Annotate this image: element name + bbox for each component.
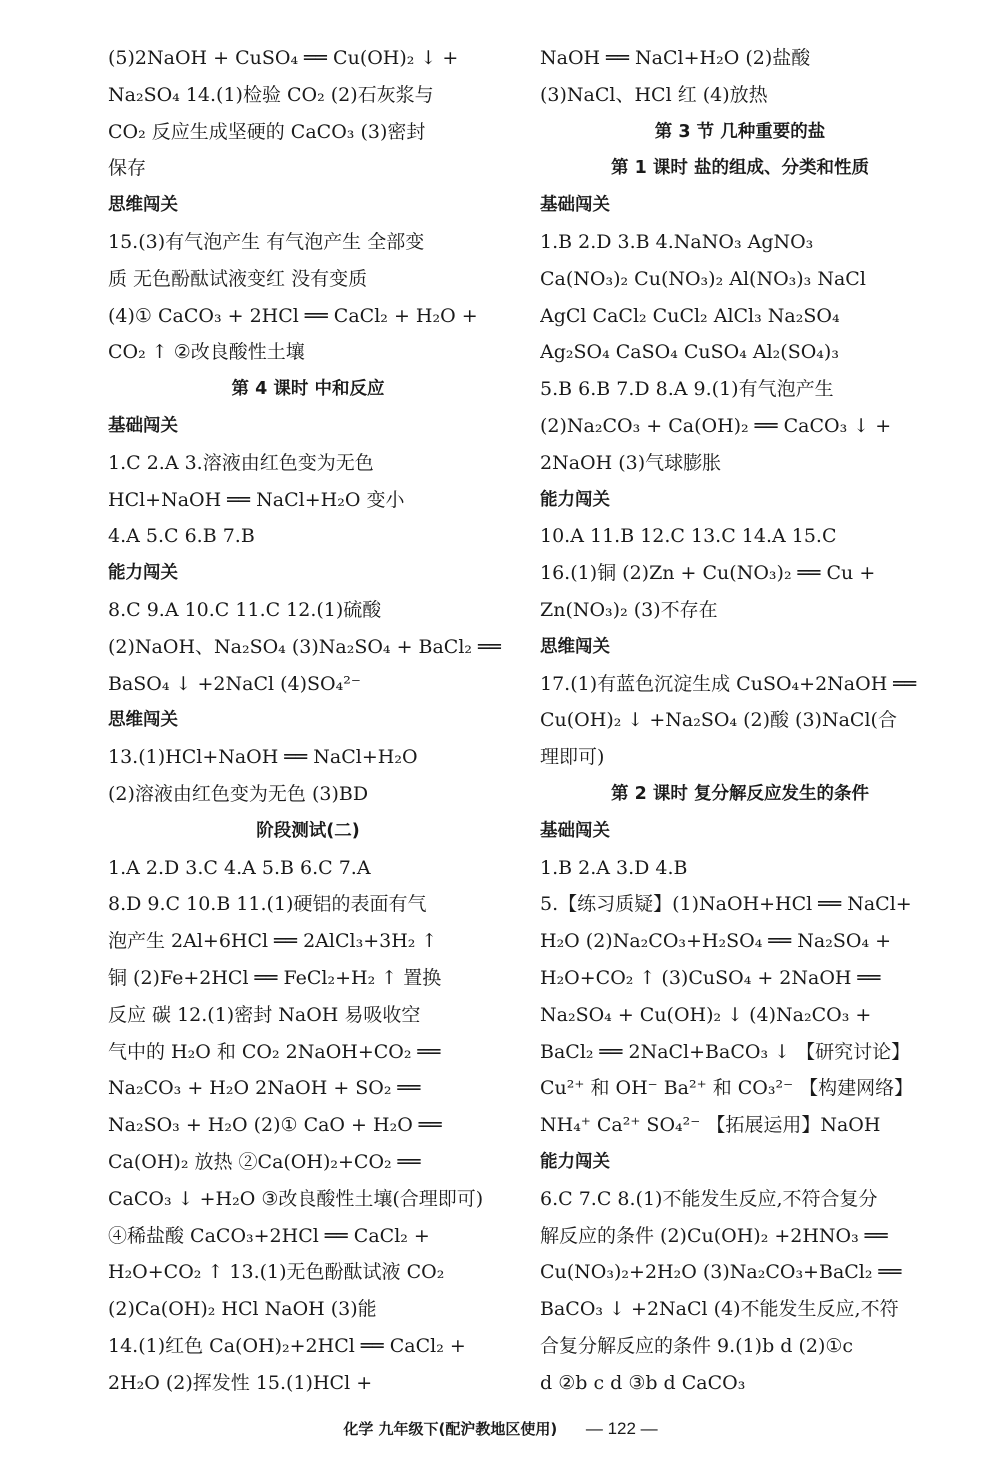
answer-line: 6.C 7.C 8.(1)不能发生反应,不符合复分 [540,1187,878,1210]
answer-line: HCl+NaOH ══ NaCl+H₂O 变小 [108,488,405,511]
answer-line: Ca(NO₃)₂ Cu(NO₃)₂ Al(NO₃)₃ NaCl [540,267,866,290]
section-heading: 基础闯关 [540,820,610,841]
answer-line: Ag₂SO₄ CaSO₄ CuSO₄ Al₂(SO₄)₃ [540,341,839,364]
answer-line: NH₄⁺ Ca²⁺ SO₄²⁻ 【拓展运用】NaOH [540,1114,881,1137]
answer-line: 4.A 5.C 6.B 7.B [108,525,255,548]
answer-line: CO₂ 反应生成坚硬的 CaCO₃ (3)密封 [108,120,426,143]
answer-line: 15.(3)有气泡产生 有气泡产生 全部变 [108,230,425,253]
answer-line: (2)NaOH、Na₂SO₄ (3)Na₂SO₄ + BaCl₂ ══ [108,635,501,658]
answer-line: 保存 [108,157,147,180]
answer-line: 14.(1)红色 Ca(OH)₂+2HCl ══ CaCl₂ + [108,1334,466,1357]
answer-line: 5.【练习质疑】(1)NaOH+HCl ══ NaCl+ [540,893,912,916]
answer-line: 泡产生 2Al+6HCl ══ 2AlCl₃+3H₂ ↑ [108,930,438,953]
answer-line: H₂O (2)Na₂CO₃+H₂SO₄ ══ Na₂SO₄ + [540,930,892,953]
answer-line: 2NaOH (3)气球膨胀 [540,451,722,474]
section-heading: 基础闯关 [108,415,178,436]
answer-line: NaOH ══ NaCl+H₂O (2)盐酸 [540,47,811,69]
answer-line: 8.D 9.C 10.B 11.(1)硬铝的表面有气 [108,893,427,916]
answer-line: 5.B 6.B 7.D 8.A 9.(1)有气泡产生 [540,378,834,401]
answer-line: Cu(OH)₂ ↓ +Na₂SO₄ (2)酸 (3)NaCl(合 [540,709,897,732]
answer-line: Zn(NO₃)₂ (3)不存在 [540,598,718,621]
answer-line: 铜 (2)Fe+2HCl ══ FeCl₂+H₂ ↑ 置换 [108,966,442,989]
answer-line: AgCl CaCl₂ CuCl₂ AlCl₃ Na₂SO₄ [540,304,840,327]
answer-line: Na₂SO₄ + Cu(OH)₂ ↓ (4)Na₂CO₃ + [540,1003,872,1026]
answer-line: Cu(NO₃)₂+2H₂O (3)Na₂CO₃+BaCl₂ ══ [540,1261,902,1284]
answer-line: d ②b c d ③b d CaCO₃ [540,1371,746,1394]
right-column [540,40,940,1401]
answer-line: BaCl₂ ══ 2NaCl+BaCO₃ ↓ 【研究讨论】 [540,1040,911,1063]
answer-line: CaCO₃ ↓ +H₂O ③改良酸性土壤(合理即可) [108,1187,484,1210]
section-heading: 思维闯关 [108,195,178,216]
answer-line: Cu²⁺ 和 OH⁻ Ba²⁺ 和 CO₃²⁻ 【构建网络】 [540,1077,914,1100]
section-title: 第 4 课时 中和反应 [231,379,385,400]
answer-line: 10.A 11.B 12.C 13.C 14.A 15.C [540,525,837,548]
answer-line: Ca(OH)₂ 放热 ②Ca(OH)₂+CO₂ ══ [108,1150,421,1173]
answer-line: BaSO₄ ↓ +2NaCl (4)SO₄²⁻ [108,672,361,695]
answer-line: Na₂SO₃ + H₂O (2)① CaO + H₂O ══ [108,1114,442,1137]
section-title: 第 2 课时 复分解反应发生的条件 [611,783,869,804]
answer-line: 8.C 9.A 10.C 11.C 12.(1)硫酸 [108,598,382,621]
answer-line: 解反应的条件 (2)Cu(OH)₂ +2HNO₃ ══ [540,1224,888,1247]
answer-line: Na₂CO₃ + H₂O 2NaOH + SO₂ ══ [108,1077,421,1100]
answer-line: Na₂SO₄ 14.(1)检验 CO₂ (2)石灰浆与 [108,83,434,106]
answer-line: 合复分解反应的条件 9.(1)b d (2)①c [540,1334,854,1357]
answer-line: 13.(1)HCl+NaOH ══ NaCl+H₂O [108,746,418,769]
answer-line: 17.(1)有蓝色沉淀生成 CuSO₄+2NaOH ══ [540,672,917,695]
answer-line: (2)Na₂CO₃ + Ca(OH)₂ ══ CaCO₃ ↓ + [540,414,892,437]
answer-line: (4)① CaCO₃ + 2HCl ══ CaCl₂ + H₂O + [108,304,478,327]
answer-line: 反应 碳 12.(1)密封 NaOH 易吸收空 [108,1003,421,1026]
answer-line: 理即可) [540,746,605,769]
answer-line: (5)2NaOH + CuSO₄ ══ Cu(OH)₂ ↓ + [108,47,459,69]
answer-line: 1.B 2.D 3.B 4.NaNO₃ AgNO₃ [540,230,814,253]
answer-line: H₂O+CO₂ ↑ 13.(1)无色酚酞试液 CO₂ [108,1261,445,1284]
section-heading: 思维闯关 [540,636,610,657]
answer-line: ④稀盐酸 CaCO₃+2HCl ══ CaCl₂ + [108,1224,430,1247]
page-footer [0,1418,1001,1439]
left-column [108,40,508,1401]
answer-line: (2)Ca(OH)₂ HCl NaOH (3)能 [108,1298,377,1321]
answer-line: 1.A 2.D 3.C 4.A 5.B 6.C 7.A [108,856,371,879]
section-heading: 能力闯关 [540,1151,610,1172]
section-title: 第 1 课时 盐的组成、分类和性质 [611,158,869,179]
answer-line: BaCO₃ ↓ +2NaCl (4)不能发生反应,不符 [540,1298,899,1321]
section-heading: 基础闯关 [540,195,610,216]
footer-subject: 化学 九年级下(配沪教地区使用) [343,1420,558,1438]
page-number: — 122 — [585,1419,658,1438]
answer-line: (2)溶液由红色变为无色 (3)BD [108,782,369,805]
answer-line: 1.B 2.A 3.D 4.B [540,856,688,879]
section-heading: 思维闯关 [108,710,178,731]
answer-line: 质 无色酚酞试液变红 没有变质 [108,267,368,290]
answer-line: CO₂ ↑ ②改良酸性土壤 [108,341,305,364]
section-title: 阶段测试(二) [256,820,360,841]
section-heading: 能力闯关 [108,563,178,584]
answer-line: (3)NaCl、HCl 红 (4)放热 [540,83,768,106]
section-title: 第 3 节 几种重要的盐 [654,121,826,142]
answer-line: 2H₂O (2)挥发性 15.(1)HCl + [108,1371,373,1394]
answer-line: 气中的 H₂O 和 CO₂ 2NaOH+CO₂ ══ [108,1040,441,1063]
answer-line: 16.(1)铜 (2)Zn + Cu(NO₃)₂ ══ Cu + [540,562,876,585]
answer-line: H₂O+CO₂ ↑ (3)CuSO₄ + 2NaOH ══ [540,966,881,989]
section-heading: 能力闯关 [540,489,610,510]
answer-line: 1.C 2.A 3.溶液由红色变为无色 [108,451,374,474]
